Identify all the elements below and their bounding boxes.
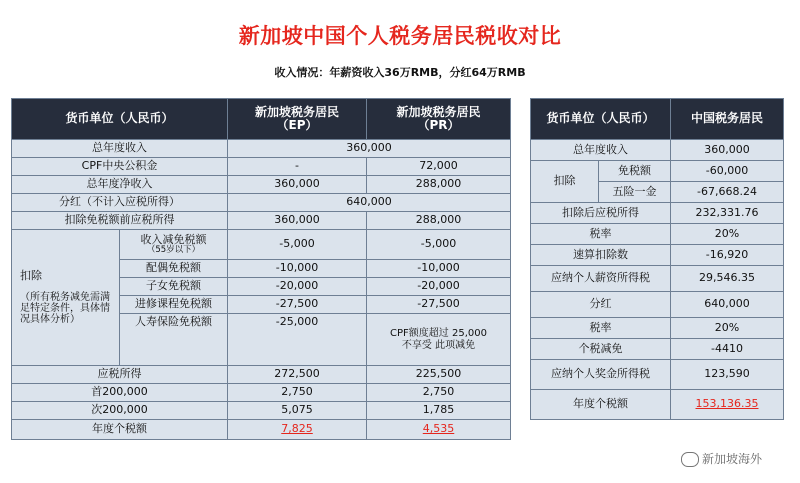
deduction-label: 扣除 bbox=[20, 268, 42, 282]
taxable-ep: 272,500 bbox=[228, 366, 367, 384]
next-bracket-pr: 1,785 bbox=[367, 402, 511, 420]
cn-label-salary-tax: 应纳个人薪资所得税 bbox=[531, 266, 671, 292]
income-relief-ep: -5,000 bbox=[228, 230, 367, 260]
cn-label-rate2: 税率 bbox=[531, 318, 671, 339]
insurance-relief-pr: CPF额度超过 25,000 不享受 此项减免 bbox=[367, 314, 511, 366]
table-row bbox=[531, 292, 784, 318]
table-row bbox=[12, 402, 511, 420]
cpf-pr: 72,000 bbox=[367, 158, 511, 176]
cn-bonus-tax-value: 123,590 bbox=[671, 360, 784, 390]
cn-salary-tax-value: 29,546.35 bbox=[671, 266, 784, 292]
income-relief-sub: （55岁以下） bbox=[146, 244, 201, 255]
annual-tax-ep-value: 7,825 bbox=[281, 422, 313, 436]
table-row bbox=[12, 194, 511, 212]
watermark-text: 新加坡海外 bbox=[702, 452, 763, 466]
cpf-ep: - bbox=[228, 158, 367, 176]
cn-after-deduction-value: 232,331.76 bbox=[671, 203, 784, 224]
header-sg-pr: 新加坡税务居民 （PR） bbox=[367, 99, 511, 140]
next-bracket-ep: 5,075 bbox=[228, 402, 367, 420]
table-row bbox=[12, 212, 511, 230]
table-row bbox=[531, 203, 784, 224]
row-label-net-income: 总年度净收入 bbox=[12, 176, 228, 194]
row-label-cpf: CPF中央公积金 bbox=[12, 158, 228, 176]
china-tax-table bbox=[530, 98, 783, 420]
spouse-relief-ep: -10,000 bbox=[228, 260, 367, 278]
table-header-row bbox=[531, 99, 784, 140]
row-label-annual-tax: 年度个税额 bbox=[12, 420, 228, 440]
deduction-item-label bbox=[120, 230, 228, 260]
row-label-taxable: 应税所得 bbox=[12, 366, 228, 384]
row-label-first-bracket: 首200,000 bbox=[12, 384, 228, 402]
cn-rate2-value: 20% bbox=[671, 318, 784, 339]
cn-header-currency-unit: 货币单位（人民币） bbox=[531, 99, 671, 140]
table-row bbox=[531, 360, 784, 390]
table-row bbox=[12, 384, 511, 402]
table-row bbox=[531, 318, 784, 339]
pre-deduction-ep: 360,000 bbox=[228, 212, 367, 230]
table-row bbox=[12, 158, 511, 176]
spouse-relief-label: 配偶免税额 bbox=[120, 260, 228, 278]
cn-social-insurance-label: 五险一金 bbox=[599, 182, 671, 203]
cn-label-relief: 个税减免 bbox=[531, 339, 671, 360]
dividend-value: 640,000 bbox=[228, 194, 511, 212]
row-label-pre-deduction: 扣除免税额前应税所得 bbox=[12, 212, 228, 230]
insurance-relief-ep: -25,000 bbox=[228, 314, 367, 366]
cn-quick-deduction-value: -16,920 bbox=[671, 245, 784, 266]
cn-label-rate1: 税率 bbox=[531, 224, 671, 245]
table-row bbox=[12, 140, 511, 158]
course-relief-pr: -27,500 bbox=[367, 296, 511, 314]
cn-header-resident: 中国税务居民 bbox=[671, 99, 784, 140]
net-income-pr: 288,000 bbox=[367, 176, 511, 194]
cn-rate1-value: 20% bbox=[671, 224, 784, 245]
table-row bbox=[531, 224, 784, 245]
income-relief-label: 收入减免税额 bbox=[140, 232, 207, 246]
cn-deduction-label: 扣除 bbox=[531, 161, 599, 203]
table-row bbox=[531, 245, 784, 266]
annual-tax-pr-value: 4,535 bbox=[422, 422, 455, 436]
first-bracket-ep: 2,750 bbox=[228, 384, 367, 402]
pre-deduction-pr: 288,000 bbox=[367, 212, 511, 230]
cn-label-quick-deduction: 速算扣除数 bbox=[531, 245, 671, 266]
cn-annual-tax-value: 153,136.35 bbox=[695, 397, 759, 411]
child-relief-pr: -20,000 bbox=[367, 278, 511, 296]
table-row bbox=[531, 140, 784, 161]
header-currency-unit: 货币单位（人民币） bbox=[12, 99, 228, 140]
course-relief-ep: -27,500 bbox=[228, 296, 367, 314]
cn-label-after-deduction: 扣除后应税所得 bbox=[531, 203, 671, 224]
annual-tax-ep bbox=[228, 420, 367, 440]
cn-exemption-label: 免税额 bbox=[599, 161, 671, 182]
table-header-row bbox=[12, 99, 511, 140]
net-income-ep: 360,000 bbox=[228, 176, 367, 194]
row-label-dividend: 分红（不计入应税所得） bbox=[12, 194, 228, 212]
table-row bbox=[531, 390, 784, 420]
watermark bbox=[681, 450, 762, 467]
row-label-next-bracket: 次200,000 bbox=[12, 402, 228, 420]
table-row bbox=[12, 420, 511, 440]
deduction-group-cell bbox=[12, 230, 120, 366]
first-bracket-pr: 2,750 bbox=[367, 384, 511, 402]
child-relief-ep: -20,000 bbox=[228, 278, 367, 296]
cn-annual-tax bbox=[671, 390, 784, 420]
cn-label-dividend: 分红 bbox=[531, 292, 671, 318]
table-row bbox=[531, 339, 784, 360]
income-relief-pr: -5,000 bbox=[367, 230, 511, 260]
cn-social-insurance-value: -67,668.24 bbox=[671, 182, 784, 203]
cn-total-income-value: 360,000 bbox=[671, 140, 784, 161]
income-subtitle: 收入情况：年薪资收入36万RMB，分红64万RMB bbox=[274, 66, 526, 79]
wechat-icon bbox=[681, 452, 699, 467]
spouse-relief-pr: -10,000 bbox=[367, 260, 511, 278]
taxable-pr: 225,500 bbox=[367, 366, 511, 384]
table-row bbox=[12, 176, 511, 194]
page-title: 新加坡中国个人税务居民税收对比 bbox=[238, 24, 562, 48]
singapore-tax-table bbox=[11, 98, 510, 440]
cn-exemption-value: -60,000 bbox=[671, 161, 784, 182]
cn-label-total-income: 总年度收入 bbox=[531, 140, 671, 161]
cn-label-annual-tax: 年度个税额 bbox=[531, 390, 671, 420]
cn-label-bonus-tax: 应纳个人奖金所得税 bbox=[531, 360, 671, 390]
insurance-relief-label: 人寿保险免税额 bbox=[120, 314, 228, 366]
course-relief-label: 进修课程免税额 bbox=[120, 296, 228, 314]
row-label-total-income: 总年度收入 bbox=[12, 140, 228, 158]
header-sg-ep: 新加坡税务居民 （EP） bbox=[228, 99, 367, 140]
deduction-note: （所有税务减免需满 足特定条件，具体情 况具体分析） bbox=[20, 291, 110, 326]
annual-tax-pr bbox=[367, 420, 511, 440]
child-relief-label: 子女免税额 bbox=[120, 278, 228, 296]
table-row bbox=[12, 366, 511, 384]
cn-relief-value: -4410 bbox=[671, 339, 784, 360]
table-row bbox=[12, 230, 511, 260]
table-row bbox=[531, 266, 784, 292]
cn-dividend-value: 640,000 bbox=[671, 292, 784, 318]
total-income-value: 360,000 bbox=[228, 140, 511, 158]
table-row bbox=[531, 161, 784, 182]
